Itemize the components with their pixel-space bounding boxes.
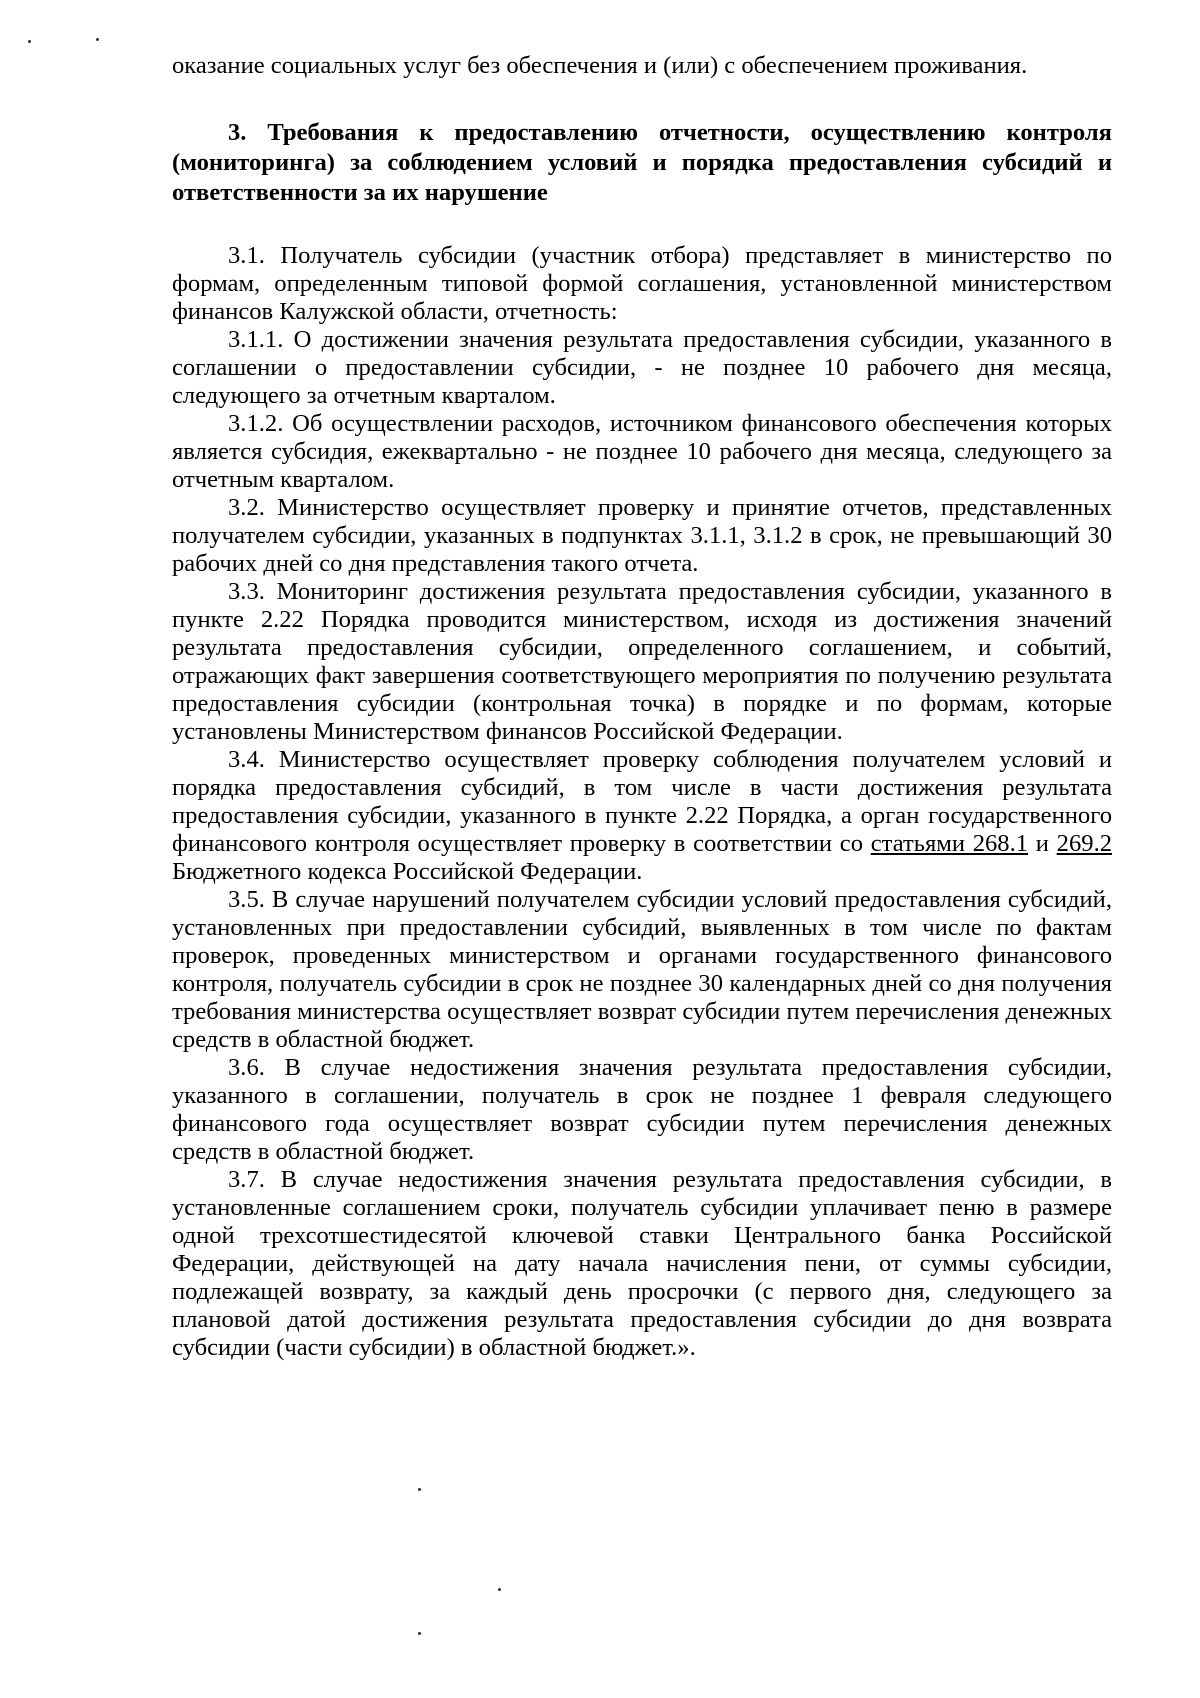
scan-speck xyxy=(96,38,99,41)
paragraph-3-1-1: 3.1.1. О достижении значения результата предоставления субсидии, указанного в соглашении о предоставлении субсидии, - не позднее 10 рабочего дня месяца, следующего за отчетным кварталом. xyxy=(172,326,1112,409)
scan-speck xyxy=(418,1488,421,1491)
scan-speck xyxy=(498,1588,501,1591)
paragraph-3-7: 3.7. В случае недостижения значения результата предоставления субсидии, в установленные соглашением сроки, получатель субсидии уплачивает пеню в размере одной трехсотшестидесятой ключевой ставки Центрального банка Российской Федерации, действующей на дату начала начисления пени, от суммы субсидии, подлежащей возврату, за каждый день просрочки (с первого дня, следующего за плановой датой достижения результата предоставления субсидии до дня возврата субсидии (части субсидии) в областной бюджет.». xyxy=(172,1166,1112,1361)
paragraph-3-3: 3.3. Мониторинг достижения результата предоставления субсидии, указанного в пункте 2.22 Порядка проводится министерством, исходя из достижения значений результата предоставления субсидии, определенного соглашением, и событий, отражающих факт завершения соответствующего мероприятия по получению результата предоставления субсидии (контрольная точка) в порядке и по формам, которые установлены Министерством финансов Российской Федерации. xyxy=(172,578,1112,745)
document-page xyxy=(172,52,1112,1362)
budget-code-article-link[interactable]: статьями 268.1 xyxy=(870,830,1029,857)
intro-line: оказание социальных услуг без обеспечения и (или) с обеспечением проживания. xyxy=(172,52,1028,79)
scan-speck xyxy=(28,40,31,43)
paragraph-3-1-2: 3.1.2. Об осуществлении расходов, источником финансового обеспечения которых является субсидия, ежеквартально - не позднее 10 рабочего дня месяца, следующего за отчетным кварталом. xyxy=(172,410,1112,493)
paragraph-3-4-text: 3.4. Министерство осуществляет проверку соблюдения получателем условий и порядка предоставления субсидий, в том числе в части достижения результата предоставления субсидии, указанного в пункте 2.22 Порядка, а орган государственного финансового контроля осуществляет проверку в соответствии со xyxy=(172,746,1112,857)
paragraph-3-5: 3.5. В случае нарушений получателем субсидии условий предоставления субсидий, установленных при предоставлении субсидий, выявленных в том числе по фактам проверок, проведенных министерством и органами государственного финансового контроля, получатель субсидии в срок не позднее 30 календарных дней со дня получения требования министерства осуществляет возврат субсидии путем перечисления денежных средств в областной бюджет. xyxy=(172,886,1112,1053)
section-heading: 3. Требования к предоставлению отчетности, осуществлению контроля (мониторинга) за соблюдением условий и порядка предоставления субсидий и ответственности за их нарушение xyxy=(172,119,1112,206)
scan-speck xyxy=(418,1632,421,1635)
paragraph-3-4 xyxy=(172,746,1112,886)
paragraph-3-6: 3.6. В случае недостижения значения результата предоставления субсидии, указанного в соглашении, получатель в срок не позднее 1 февраля следующего финансового года осуществляет возврат субсидии путем перечисления денежных средств в областной бюджет. xyxy=(172,1054,1112,1165)
paragraph-3-1: 3.1. Получатель субсидии (участник отбора) представляет в министерство по формам, определенным типовой формой соглашения, установленной министерством финансов Калужской области, отчетность: xyxy=(172,242,1112,325)
paragraph-3-4-conj: и xyxy=(1028,830,1057,857)
paragraph-3-4-tail: Бюджетного кодекса Российской Федерации. xyxy=(172,858,643,885)
paragraph-3-2: 3.2. Министерство осуществляет проверку и принятие отчетов, представленных получателем субсидии, указанных в подпунктах 3.1.1, 3.1.2 в срок, не превышающий 30 рабочих дней со дня представления такого отчета. xyxy=(172,494,1112,577)
budget-code-article-link[interactable]: 269.2 xyxy=(1056,830,1113,857)
